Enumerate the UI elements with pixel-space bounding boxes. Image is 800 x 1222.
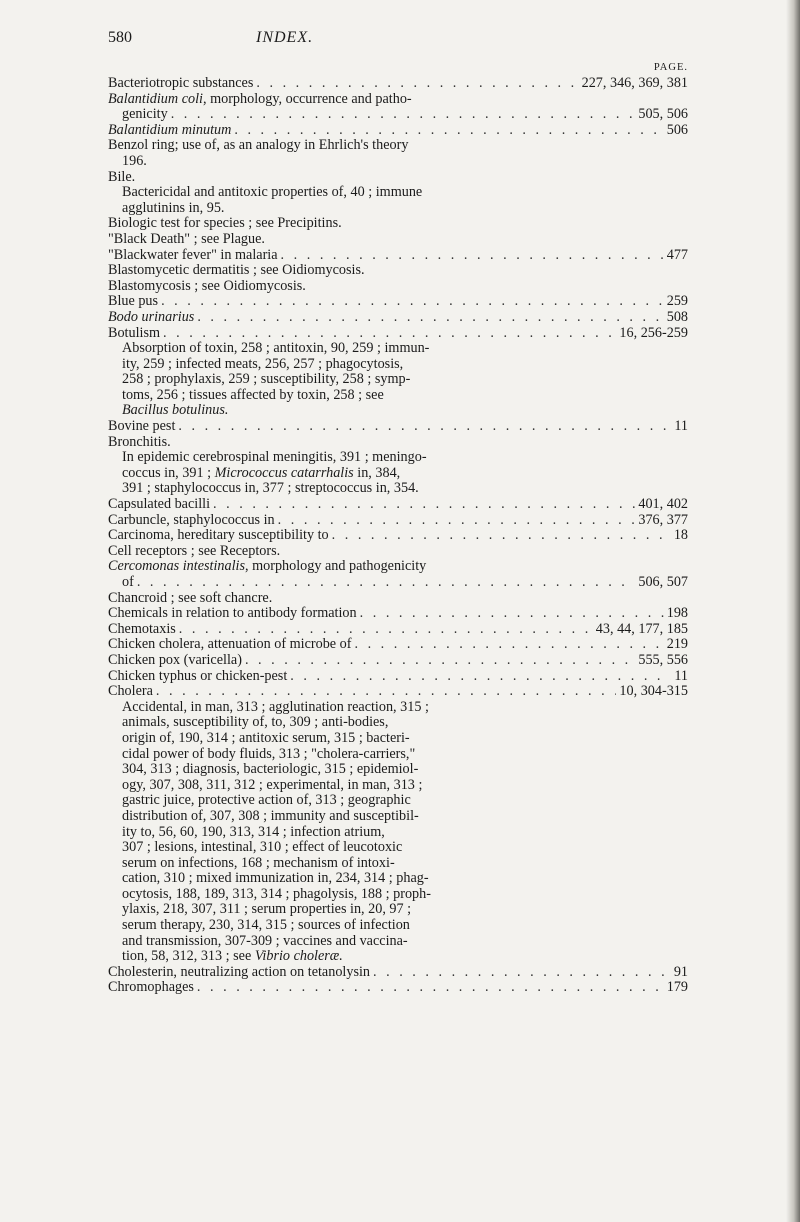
dot-leader [290,669,671,685]
index-entry-text: Balantidium coli, morphology, occurrence and patho- [108,90,412,107]
index-line [108,232,688,248]
page-references: 91 [673,963,688,980]
index-entry-text: Blastomycetic dermatitis ; see Oidiomycosis. [108,262,365,279]
page-references: 477 [666,246,688,263]
index-entry-text: "Black Death" ; see Plague. [108,230,265,247]
running-header [108,30,688,60]
page-references: 508 [666,308,688,325]
index-entry-text: Bovine pest [108,418,176,435]
index-entry-text: Biologic test for species ; see Precipitins. [108,215,342,232]
page-references: 219 [666,636,688,653]
index-line [108,669,688,685]
index-entry-text: Botulism [108,324,161,341]
index-line [108,918,688,934]
index-line [108,481,688,497]
index-line [108,185,688,201]
index-line [108,201,688,217]
index-line [108,279,688,295]
index-line [108,497,688,513]
index-line [108,466,688,482]
dot-leader [156,684,617,700]
index-entry-text: ity, 259 ; infected meats, 256, 257 ; phagocytosis, [122,355,404,372]
dot-leader [281,248,664,264]
dot-leader [161,294,664,310]
dot-leader [137,575,636,591]
page-column-label: PAGE. [653,62,688,73]
index-line [108,403,688,419]
index-entry-text: Chemicals in relation to antibody formation [108,605,357,622]
index-line [108,248,688,264]
italic-term: Micrococcus catarrhalis [214,464,354,481]
index-entry-text: ogy, 307, 308, 311, 312 ; experimental, in man, 313 ; [122,776,423,793]
index-entry-text: Bronchitis. [108,433,171,450]
index-line [108,965,688,981]
index-entry-text: Accidental, in man, 313 ; agglutination reaction, 315 ; [122,698,429,715]
index-entry-text: Cell receptors ; see Receptors. [108,542,281,559]
index-entry-text: genicity [122,106,168,123]
index-line [108,372,688,388]
page-references: 506 [666,121,688,138]
index-entry-text [108,310,194,326]
index-line [108,528,688,544]
page-references: 16, 256-259 [619,324,688,341]
index-entry-text: Blue pus [108,293,159,310]
dot-leader [256,76,578,92]
page-edge-shadow [786,0,800,1222]
index-entry-text: agglutinins in, 95. [122,199,225,216]
dot-leader [234,123,663,139]
index-line [108,419,688,435]
index-entry-text: toms, 256 ; tissues affected by toxin, 258 ; see [122,386,384,403]
dot-leader [373,965,671,981]
index-entry-text: 391 ; staphylococcus in, 377 ; streptococcus in, 354. [122,480,419,497]
index-entry-text: Chicken pox (varicella) [108,651,242,668]
index-entry-text: Chicken typhus or chicken-pest [108,667,288,684]
page-references: 179 [666,979,688,996]
index-line [108,107,688,123]
index-line [108,388,688,404]
index-line [108,902,688,918]
index-line [108,216,688,232]
index-entry-text: Cholesterin, neutralizing action on tetanolysin [108,963,371,980]
index-line [108,123,688,139]
page-references: 11 [674,418,688,435]
index-line [108,980,688,996]
index-entry-text: Chicken cholera, attenuation of microbe of [108,636,352,653]
index-line [108,887,688,903]
page-references: 227, 346, 369, 381 [581,75,688,91]
index-line [108,92,688,108]
page-references: 401, 402 [638,496,688,513]
italic-term: Bodo urinarius [108,308,195,325]
page-references: 198 [666,605,688,622]
dot-leader [197,980,664,996]
index-entry-text: ylaxis, 218, 307, 311 ; serum properties in, 20, 97 ; [122,901,412,918]
index-entry-text: origin of, 190, 314 ; antitoxic serum, 315 ; bacteri- [122,729,410,746]
running-title: INDEX. [256,29,314,46]
index-entry-text: Cholera [108,683,153,700]
index-line [108,747,688,763]
index-entry-text: 196. [122,152,147,169]
index-entry-text: In epidemic cerebrospinal meningitis, 391 ; meningo- [122,449,427,466]
index-line [108,435,688,451]
index-entry-text: coccus in, 391 ; Micrococcus catarrhalis in, 384, [122,464,401,481]
index-line [108,871,688,887]
index-line [108,310,688,326]
index-line [108,700,688,716]
index-line [108,138,688,154]
index-entry-text: serum on infections, 168 ; mechanism of intoxi- [122,854,395,871]
dot-leader [179,622,593,638]
index-line [108,450,688,466]
index-line [108,840,688,856]
index-line [108,326,688,342]
dot-leader [171,107,636,123]
index-entry-text: tion, 58, 312, 313 ; see Vibrio choleræ. [122,948,343,965]
index-line [108,357,688,373]
page-references: 259 [666,293,688,310]
index-line [108,825,688,841]
index-line [108,793,688,809]
dot-leader [332,528,671,544]
dot-leader [213,497,635,513]
index-line [108,575,688,591]
index-line [108,559,688,575]
dot-leader [354,637,663,653]
index-entry-text: Chancroid ; see soft chancre. [108,589,273,606]
index-entry-text: Absorption of toxin, 258 ; antitoxin, 90, 259 ; immun- [122,340,430,357]
dot-leader [278,513,636,529]
index-entry-text: "Blackwater fever" in malaria [108,246,278,263]
index-entry-text: Chromophages [108,979,194,996]
index-line [108,263,688,279]
index-entry-text: Bactericidal and antitoxic properties of, 40 ; immune [122,184,423,201]
index-entry-text: distribution of, 307, 308 ; immunity and susceptibil- [122,807,419,824]
index-entry-text: 307 ; lesions, intestinal, 310 ; effect of leucotoxic [122,839,403,856]
index-line [108,637,688,653]
index-entry-text [122,403,228,419]
index-entry-text: Bacteriotropic substances [108,75,254,91]
index-entry-text: Cercomonas intestinalis, morphology and pathogenicity [108,558,427,575]
page-references: 11 [674,667,688,684]
index-entry-text: ity to, 56, 60, 190, 313, 314 ; infection atrium, [122,823,385,840]
page-references: 376, 377 [638,511,688,528]
italic-term: Balantidium minutum [108,121,232,138]
dot-leader [178,419,671,435]
index-line [108,622,688,638]
index-entry-text: Benzol ring; use of, as an analogy in Ehrlich's theory [108,137,409,154]
index-entry-text [108,123,231,139]
page-references: 43, 44, 177, 185 [595,620,688,637]
index-entry-text: Chemotaxis [108,620,176,637]
index-entry-text: 258 ; prophylaxis, 259 ; susceptibility, 258 ; symp- [122,371,411,388]
index-line [108,715,688,731]
italic-term: Balantidium coli [108,90,203,107]
index-line [108,606,688,622]
page-references: 18 [673,527,688,544]
index-entry-text: Carbuncle, staphylococcus in [108,511,275,528]
index-entry-text: 304, 313 ; diagnosis, bacteriologic, 315 ; epidemiol- [122,761,419,778]
page-references: 10, 304-315 [619,683,688,700]
index-line [108,170,688,186]
index-page [108,30,688,996]
index-line [108,76,688,92]
italic-term: Vibrio choleræ. [254,948,343,965]
page-references: 506, 507 [638,574,688,590]
index-entry-text: Carcinoma, hereditary susceptibility to [108,527,329,544]
index-line [108,731,688,747]
index-line [108,294,688,310]
italic-term: Cercomonas intestinalis [108,558,246,575]
page-references: 555, 556 [638,651,688,668]
index-line [108,653,688,669]
index-entry-text: serum therapy, 230, 314, 315 ; sources of infection [122,917,410,934]
index-line [108,684,688,700]
page-references: 505, 506 [638,106,688,123]
index-line [108,154,688,170]
index-entry-text: Blastomycosis ; see Oidiomycosis. [108,277,306,294]
index-entry-text: cidal power of body fluids, 313 ; "cholera-carriers," [122,745,416,762]
dot-leader [197,310,663,326]
index-entry-text: Bile. [108,168,136,185]
index-entry-text: animals, susceptibility of, to, 309 ; anti-bodies, [122,714,389,731]
italic-term: Bacillus botulinus. [122,402,229,419]
index-entry-text: and transmission, 307-309 ; vaccines and vaccina- [122,932,408,949]
index-line [108,856,688,872]
index-entry-text: Capsulated bacilli [108,496,211,513]
dot-leader [360,606,664,622]
dot-leader [245,653,635,669]
index-line [108,544,688,560]
index-line [108,934,688,950]
index-line [108,778,688,794]
index-entry-text: ocytosis, 188, 189, 313, 314 ; phagolysis, 188 ; proph- [122,885,431,902]
index-entry-text: gastric juice, protective action of, 313 ; geographic [122,792,411,809]
page-number: 580 [108,29,132,46]
dot-leader [163,326,616,342]
index-line [108,341,688,357]
index-line [108,513,688,529]
index-entries [108,76,688,996]
index-entry-text: cation, 310 ; mixed immunization in, 234, 314 ; phag- [122,870,429,887]
index-entry-text: of [122,574,134,590]
index-line [108,949,688,965]
index-line [108,809,688,825]
index-line [108,591,688,607]
index-line [108,762,688,778]
